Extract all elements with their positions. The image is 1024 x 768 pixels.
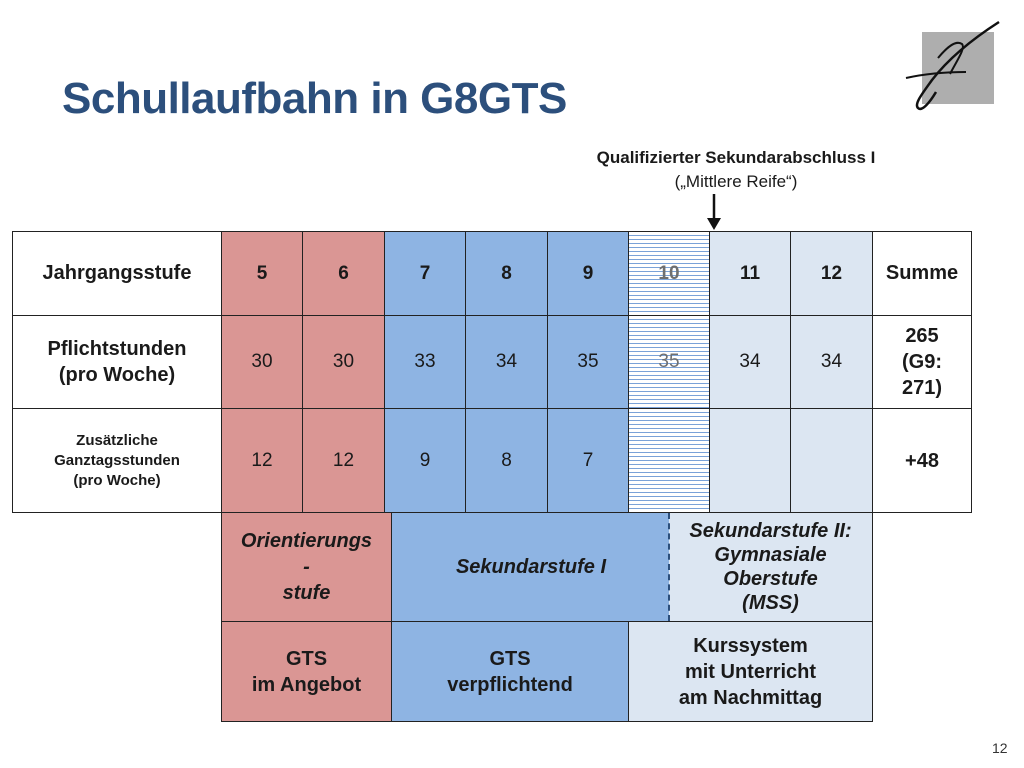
grade-6: 6 <box>302 231 385 316</box>
grade-11: 11 <box>709 231 791 316</box>
grade-8: 8 <box>465 231 548 316</box>
annotation-line1: Qualifizierter Sekundarabschluss I <box>596 148 876 167</box>
zusatz-label-line1: Zusätzliche <box>76 431 158 449</box>
pflicht-total-line2: (G9: <box>902 351 942 373</box>
page-number: 12 <box>992 740 1008 756</box>
zusatz-12 <box>790 408 873 513</box>
stage-orientierung-line1: Orientierungs <box>240 530 373 552</box>
stage-orientierung-line3: stufe <box>282 582 331 604</box>
grade-12: 12 <box>790 231 873 316</box>
zusatz-label <box>12 408 222 513</box>
pflicht-11: 34 <box>709 315 791 409</box>
gts-angebot <box>221 621 392 722</box>
pflicht-label-line2: (pro Woche) <box>58 364 176 386</box>
gts-kurs-line3: am Nachmittag <box>678 686 823 709</box>
school-logo <box>904 18 1004 118</box>
gts-angebot-line1: GTS <box>285 647 328 670</box>
stage-sek2 <box>669 512 873 622</box>
pflicht-label-line1: Pflichtstunden <box>47 338 187 360</box>
slide-title: Schullaufbahn in G8GTS <box>62 74 567 123</box>
header-label: Jahrgangsstufe <box>12 231 222 316</box>
gts-verpflichtend <box>391 621 629 722</box>
stage-orientierung-line2: - <box>303 556 310 578</box>
zusatz-6: 12 <box>302 408 385 513</box>
stage-sek2-line3: Oberstufe <box>723 568 818 590</box>
annotation <box>556 146 916 194</box>
zusatz-9: 7 <box>547 408 629 513</box>
gts-verpflichtend-line1: GTS <box>489 647 531 670</box>
pflicht-5: 30 <box>221 315 303 409</box>
zusatz-11 <box>709 408 791 513</box>
arrow-down-icon <box>704 192 724 232</box>
pflicht-total-line1: 265 <box>905 325 939 347</box>
stage-sek2-line1: Sekundarstufe II: <box>689 520 852 542</box>
stage-divider <box>668 513 670 621</box>
logo-signature-icon <box>904 18 1004 118</box>
gts-kurssystem <box>628 621 873 722</box>
zusatz-5: 12 <box>221 408 303 513</box>
pflicht-total-line3: 271) <box>901 377 943 399</box>
pflicht-10: 35 <box>628 315 710 409</box>
stage-sek1: Sekundarstufe I <box>391 512 670 622</box>
zusatz-7: 9 <box>384 408 466 513</box>
pflicht-6: 30 <box>302 315 385 409</box>
pflicht-8: 34 <box>465 315 548 409</box>
gts-kurs-line1: Kurssystem <box>693 634 808 657</box>
annotation-line2: („Mittlere Reife“) <box>674 172 798 191</box>
pflicht-7: 33 <box>384 315 466 409</box>
gts-angebot-line2: im Angebot <box>251 673 362 696</box>
zusatz-total: +48 <box>872 408 972 513</box>
stage-sek2-line4: (MSS) <box>742 592 799 614</box>
grade-10: 10 <box>628 231 710 316</box>
stage-sek2-line2: Gymnasiale <box>714 544 827 566</box>
gts-verpflichtend-line2: verpflichtend <box>447 673 573 696</box>
zusatz-8: 8 <box>465 408 548 513</box>
zusatz-10 <box>628 408 710 513</box>
pflicht-total <box>872 315 972 409</box>
pflicht-12: 34 <box>790 315 873 409</box>
grade-9: 9 <box>547 231 629 316</box>
gts-kurs-line2: mit Unterricht <box>684 660 817 683</box>
zusatz-label-line3: (pro Woche) <box>73 471 161 489</box>
grade-7: 7 <box>384 231 466 316</box>
stage-orientierung <box>221 512 392 622</box>
header-total: Summe <box>872 231 972 316</box>
zusatz-label-line2: Ganztagsstunden <box>54 451 180 469</box>
pflicht-9: 35 <box>547 315 629 409</box>
grade-5: 5 <box>221 231 303 316</box>
pflicht-label <box>12 315 222 409</box>
